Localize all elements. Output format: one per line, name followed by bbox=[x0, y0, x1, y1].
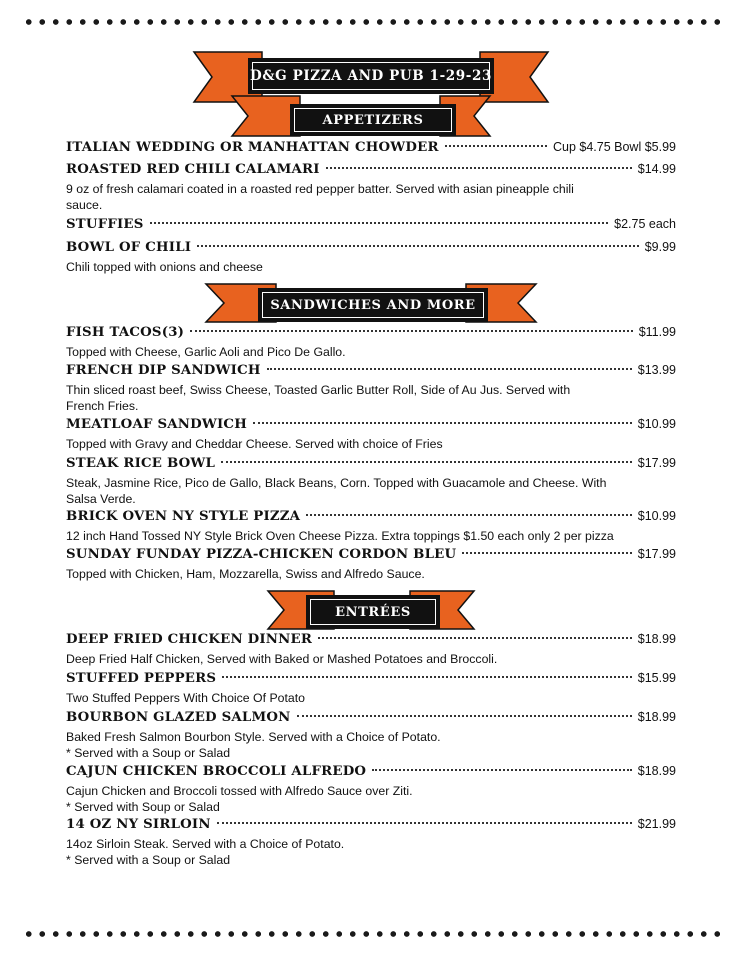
dot-leader bbox=[190, 330, 633, 332]
dot-leader bbox=[297, 715, 632, 717]
menu-item bbox=[66, 547, 676, 585]
item-name: STUFFIES bbox=[66, 217, 144, 232]
menu-item bbox=[66, 710, 676, 764]
dot-leader bbox=[462, 552, 631, 554]
item-name: DEEP FRIED CHICKEN DINNER bbox=[66, 632, 313, 647]
description-line: 9 oz of fresh calamari coated in a roasted red pepper batter. Served with asian pineapple chili bbox=[66, 182, 574, 196]
description-line: Chili topped with onions and cheese bbox=[66, 260, 263, 274]
menu-item bbox=[66, 325, 676, 363]
menu-item bbox=[66, 240, 676, 278]
top-dotted-border bbox=[22, 18, 722, 26]
item-name: FRENCH DIP SANDWICH bbox=[66, 363, 261, 378]
item-description bbox=[66, 836, 676, 868]
item-price: $11.99 bbox=[638, 325, 676, 339]
item-price: $18.99 bbox=[637, 632, 676, 646]
description-line: Two Stuffed Peppers With Choice Of Potato bbox=[66, 691, 306, 705]
item-description bbox=[66, 690, 676, 706]
description-line: * Served with a Soup or Salad bbox=[66, 746, 231, 760]
menu-item bbox=[66, 632, 676, 671]
item-name: MEATLOAF SANDWICH bbox=[66, 417, 247, 432]
item-description bbox=[66, 783, 676, 815]
section-title-appetizers: APPETIZERS bbox=[290, 104, 456, 136]
item-name: BRICK OVEN NY STYLE PIZZA bbox=[66, 509, 301, 524]
item-price: $15.99 bbox=[637, 671, 676, 685]
menu-item bbox=[66, 671, 676, 710]
item-name: BOWL OF CHILI bbox=[66, 240, 192, 255]
item-price: $17.99 bbox=[637, 456, 676, 470]
restaurant-title: D&G PIZZA AND PUB 1-29-23 bbox=[248, 58, 494, 94]
item-name: SUNDAY FUNDAY PIZZA-CHICKEN CORDON BLEU bbox=[66, 547, 457, 562]
item-name: ITALIAN WEDDING OR MANHATTAN CHOWDER bbox=[66, 140, 439, 155]
item-description bbox=[66, 181, 676, 213]
description-line: French Fries. bbox=[66, 399, 139, 413]
description-line: Cajun Chicken and Broccoli tossed with Alfredo Sauce over Ziti. bbox=[66, 784, 413, 798]
appetizers-section bbox=[66, 140, 676, 278]
description-line: * Served with a Soup or Salad bbox=[66, 853, 231, 867]
dot-leader bbox=[222, 676, 632, 678]
item-name: BOURBON GLAZED SALMON bbox=[66, 710, 291, 725]
item-price: $18.99 bbox=[637, 710, 676, 724]
description-line: 14oz Sirloin Steak. Served with a Choice of Potato. bbox=[66, 837, 345, 851]
dot-leader bbox=[217, 822, 632, 824]
dot-leader bbox=[150, 222, 609, 224]
sandwiches-banner bbox=[0, 282, 742, 326]
item-price: $21.99 bbox=[637, 817, 676, 831]
description-line: Topped with Gravy and Cheddar Cheese. Served with choice of Fries bbox=[66, 437, 443, 451]
dot-leader bbox=[197, 245, 639, 247]
dot-leader bbox=[445, 145, 547, 147]
item-description bbox=[66, 729, 676, 761]
menu-item bbox=[66, 509, 676, 547]
menu-item bbox=[66, 363, 676, 417]
item-price: $10.99 bbox=[637, 509, 676, 523]
item-name: STUFFED PEPPERS bbox=[66, 671, 217, 686]
description-line: Steak, Jasmine Rice, Pico de Gallo, Black Beans, Corn. Topped with Guacamole and Cheese. With bbox=[66, 476, 607, 490]
dot-leader bbox=[318, 637, 632, 639]
section-title-sandwiches: SANDWICHES AND MORE bbox=[258, 288, 488, 322]
bottom-dotted-border bbox=[22, 930, 722, 938]
dot-leader bbox=[253, 422, 632, 424]
item-price: $2.75 each bbox=[614, 217, 676, 231]
description-line: Salsa Verde. bbox=[66, 492, 136, 506]
dot-leader bbox=[267, 368, 632, 370]
description-line: Topped with Chicken, Ham, Mozzarella, Swiss and Alfredo Sauce. bbox=[66, 567, 425, 581]
sandwiches-section bbox=[66, 325, 676, 585]
item-description bbox=[66, 436, 676, 452]
dot-leader bbox=[372, 769, 632, 771]
item-price: $17.99 bbox=[637, 547, 676, 561]
dot-leader bbox=[326, 167, 632, 169]
menu-item bbox=[66, 162, 676, 217]
description-line: Topped with Cheese, Garlic Aoli and Pico De Gallo. bbox=[66, 345, 346, 359]
menu-item bbox=[66, 417, 676, 456]
item-price: Cup $4.75 Bowl $5.99 bbox=[552, 140, 676, 154]
description-line: Deep Fried Half Chicken, Served with Baked or Mashed Potatoes and Broccoli. bbox=[66, 652, 498, 666]
menu-item bbox=[66, 817, 676, 871]
item-description bbox=[66, 566, 676, 582]
dot-leader bbox=[306, 514, 632, 516]
description-line: Thin sliced roast beef, Swiss Cheese, Toasted Garlic Butter Roll, Side of Au Jus. Served with bbox=[66, 383, 571, 397]
item-name: ROASTED RED CHILI CALAMARI bbox=[66, 162, 320, 177]
item-price: $18.99 bbox=[637, 764, 676, 778]
item-description bbox=[66, 382, 676, 414]
item-price: $13.99 bbox=[637, 363, 676, 377]
description-line: 12 inch Hand Tossed NY Style Brick Oven Cheese Pizza. Extra toppings $1.50 each only 2 per pizza bbox=[66, 529, 614, 543]
dot-leader bbox=[221, 461, 632, 463]
item-name: CAJUN CHICKEN BROCCOLI ALFREDO bbox=[66, 764, 367, 779]
item-name: STEAK RICE BOWL bbox=[66, 456, 216, 471]
menu-item bbox=[66, 764, 676, 817]
item-description bbox=[66, 651, 676, 667]
item-price: $10.99 bbox=[637, 417, 676, 431]
item-description bbox=[66, 475, 676, 507]
entrees-section bbox=[66, 632, 676, 871]
menu-item bbox=[66, 217, 676, 240]
item-price: $9.99 bbox=[644, 240, 676, 254]
description-line: sauce. bbox=[66, 198, 103, 212]
item-description bbox=[66, 344, 676, 360]
description-line: * Served with Soup or Salad bbox=[66, 800, 220, 814]
entrees-banner bbox=[0, 589, 742, 633]
menu-item bbox=[66, 140, 676, 162]
description-line: Baked Fresh Salmon Bourbon Style. Served with a Choice of Potato. bbox=[66, 730, 441, 744]
item-description bbox=[66, 259, 676, 275]
item-name: 14 OZ NY SIRLOIN bbox=[66, 817, 211, 832]
item-price: $14.99 bbox=[637, 162, 676, 176]
section-title-entrees: ENTRÉES bbox=[306, 595, 440, 629]
item-description bbox=[66, 528, 676, 544]
item-name: FISH TACOS(3) bbox=[66, 325, 185, 340]
menu-item bbox=[66, 456, 676, 509]
header-banner bbox=[0, 46, 742, 142]
